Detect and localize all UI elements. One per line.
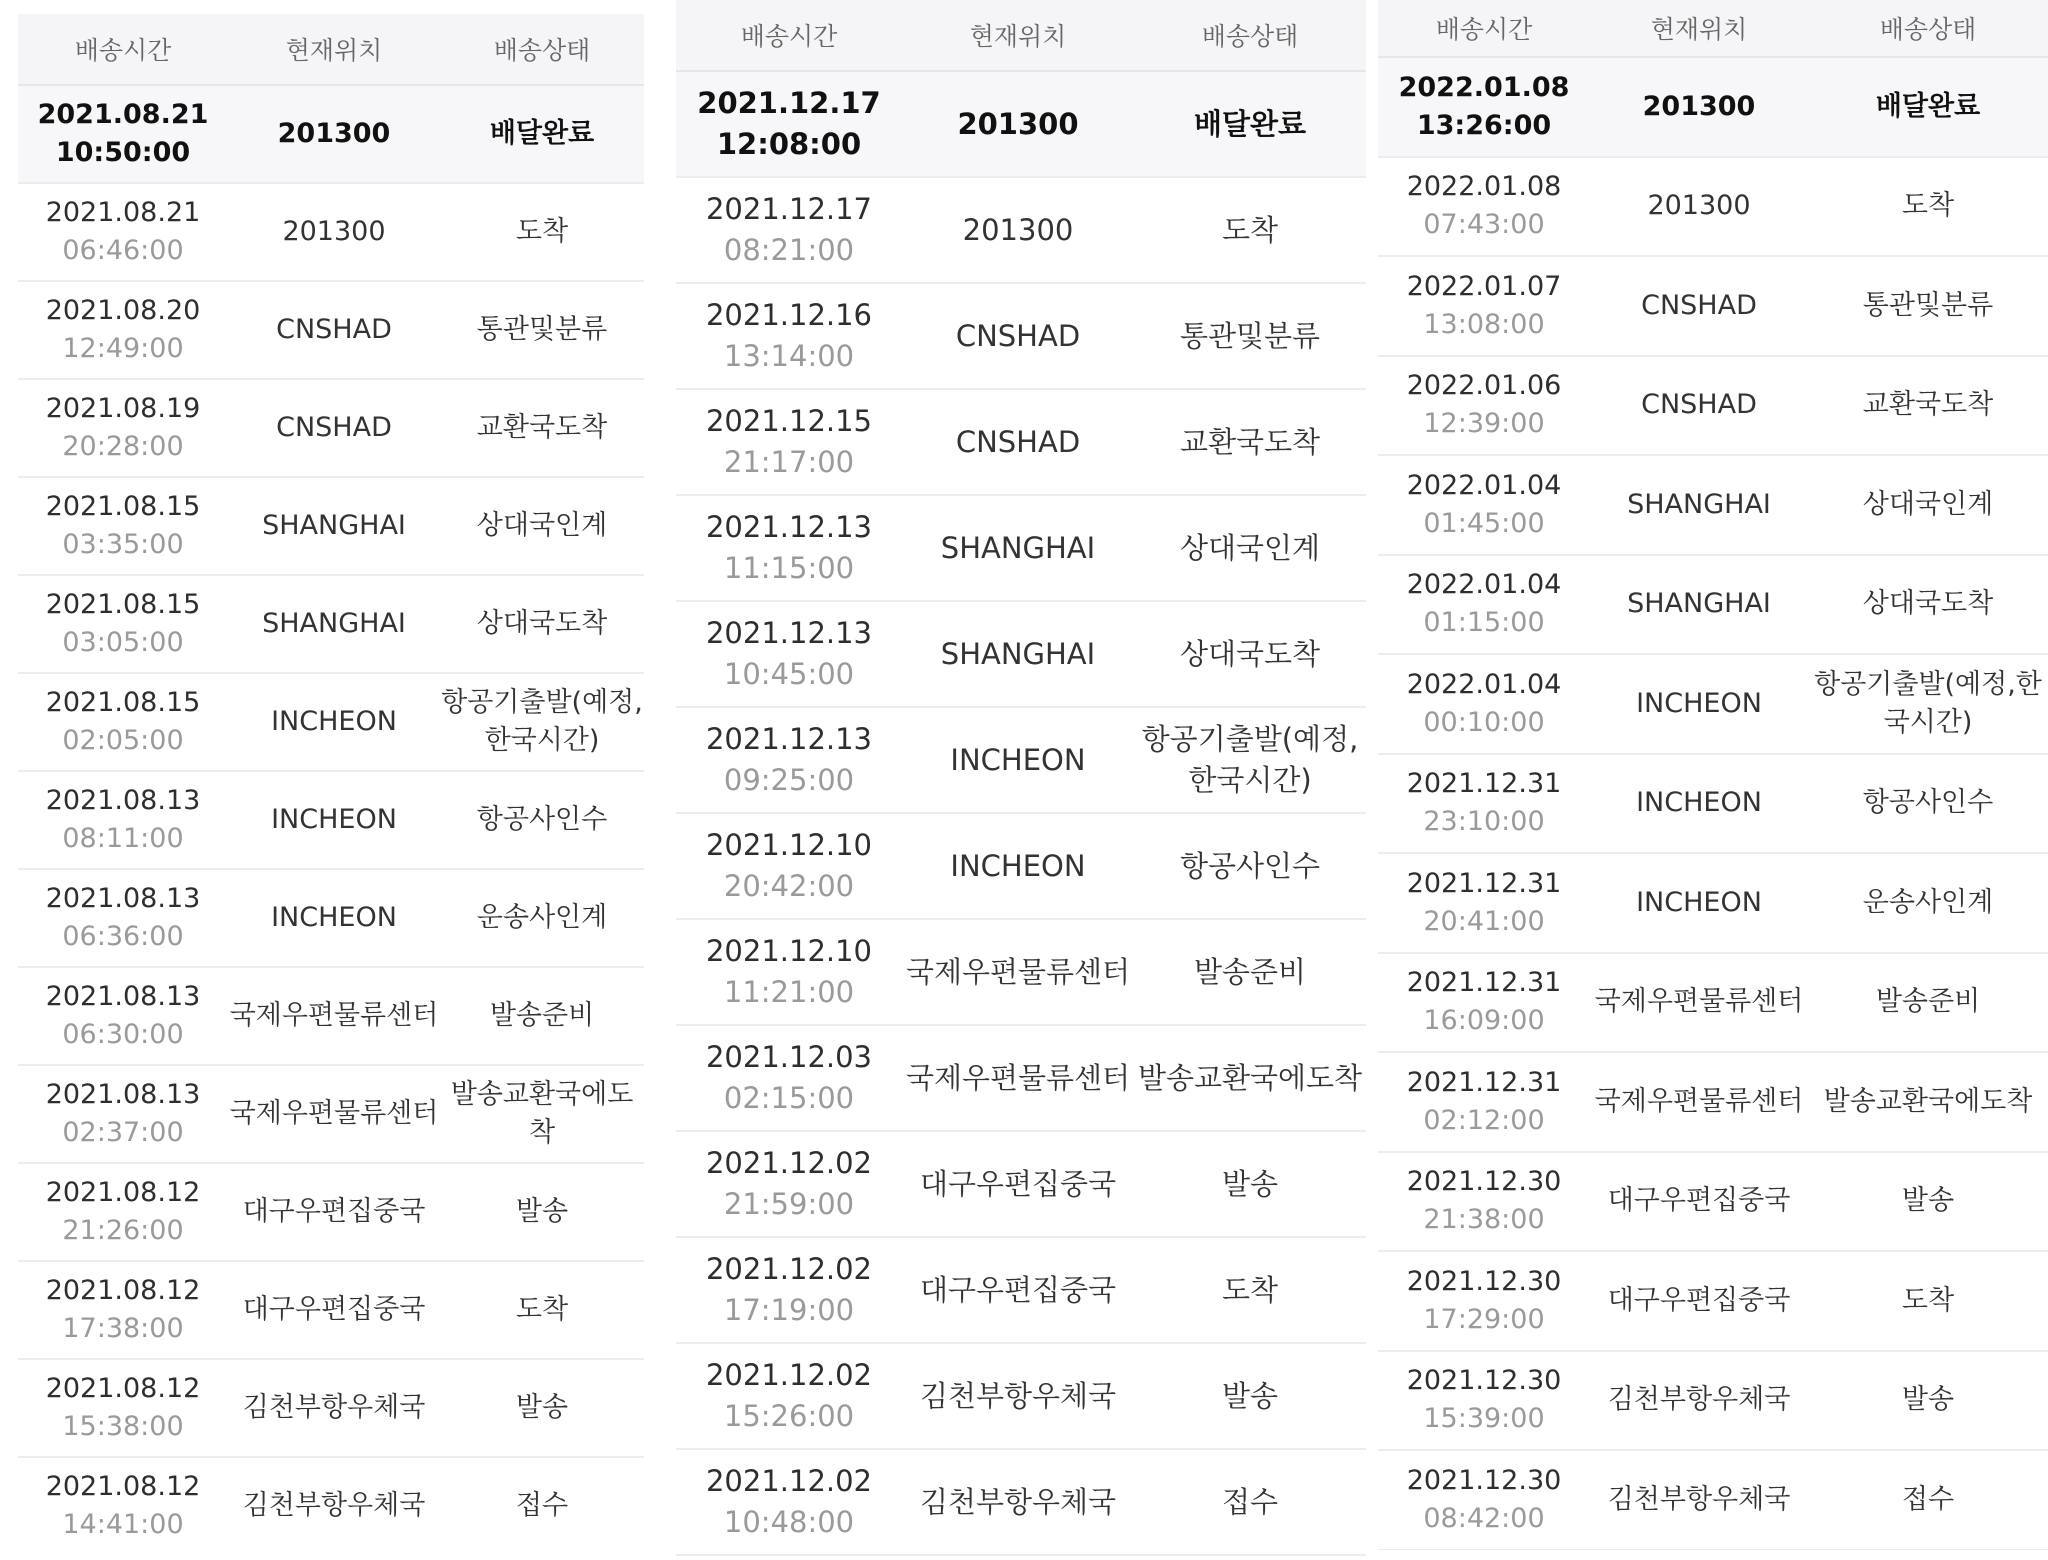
cell-location: CNSHAD [1641, 289, 1757, 321]
cell-location: SHANGHAI [1627, 588, 1771, 620]
cell-location: SHANGHAI [940, 636, 1096, 671]
cell-location: 김천부항우체국 [919, 1484, 1117, 1519]
delivery-date: 2021.12.13 [705, 510, 873, 545]
cell-status: 통관및분류 [1862, 289, 1994, 321]
table-row [1378, 1153, 2048, 1253]
cell-location: 김천부항우체국 [919, 1378, 1117, 1413]
cell-time [18, 772, 228, 868]
delivery-time: 12:39:00 [1423, 408, 1545, 440]
cell-status: 발송준비 [489, 1000, 595, 1032]
delivery-date: 2021.08.13 [45, 785, 201, 817]
cell-status: 교환국도착 [476, 412, 608, 444]
cell-time [676, 1238, 902, 1342]
cell-location: 201300 [962, 212, 1074, 247]
table-row [1378, 1053, 2048, 1153]
delivery-date: 2021.08.12 [45, 1177, 201, 1209]
cell-time [1378, 158, 1590, 256]
cell-time [18, 1262, 228, 1358]
delivery-time: 12:08:00 [716, 127, 862, 161]
table-row [1378, 1451, 2048, 1550]
cell-location: 201300 [277, 118, 391, 150]
table-row [1378, 158, 2048, 258]
table-row [1378, 655, 2048, 755]
cell-status: 발송 [1221, 1378, 1279, 1413]
delivery-time: 17:19:00 [723, 1293, 855, 1327]
delivery-time: 12:49:00 [62, 333, 184, 364]
cell-status: 발송교환국에도착 [1137, 1060, 1363, 1095]
cell-location: 국제우편물류센터 [229, 1098, 439, 1130]
cell-location: 201300 [1642, 90, 1756, 122]
delivery-time: 21:26:00 [62, 1215, 184, 1246]
table-row [18, 1458, 644, 1554]
header-time: 배송시간 [74, 36, 172, 65]
cell-time [676, 1450, 902, 1554]
delivery-date: 2021.12.10 [705, 828, 873, 863]
table-row [1378, 1252, 2048, 1352]
delivery-time: 03:35:00 [62, 529, 184, 560]
delivery-time: 08:21:00 [723, 233, 855, 267]
delivery-date: 2021.12.02 [705, 1252, 873, 1287]
cell-status: 접수 [1901, 1483, 1955, 1515]
table-header [676, 0, 1366, 72]
cell-status: 도착 [1901, 1284, 1955, 1316]
delivery-date: 2021.12.17 [697, 86, 881, 121]
table-row [676, 708, 1366, 814]
table-row [1378, 954, 2048, 1054]
table-row [18, 86, 644, 184]
delivery-time: 20:28:00 [62, 431, 184, 462]
delivery-date: 2021.12.02 [705, 1358, 873, 1393]
cell-status: 배달완료 [489, 118, 595, 150]
delivery-time: 08:11:00 [62, 823, 184, 854]
cell-status: 운송사인계 [476, 902, 608, 934]
cell-status: 상대국도착 [1862, 588, 1994, 620]
cell-status: 발송준비 [1875, 986, 1981, 1018]
delivery-date: 2021.08.12 [45, 1373, 201, 1405]
cell-location: 대구우편집중국 [919, 1272, 1117, 1307]
cell-status: 운송사인계 [1862, 886, 1994, 918]
cell-time [1378, 1451, 1590, 1549]
cell-time [1378, 1053, 1590, 1151]
tracking-table-2 [676, 0, 1366, 1556]
cell-time [18, 184, 228, 280]
cell-location: INCHEON [271, 902, 397, 934]
table-row [676, 72, 1366, 178]
delivery-date: 2021.08.21 [37, 99, 209, 131]
cell-status: 상대국도착 [476, 608, 608, 640]
cell-status: 접수 [1221, 1484, 1279, 1519]
delivery-time: 21:59:00 [723, 1187, 855, 1221]
table-row [18, 1262, 644, 1360]
cell-status: 배달완료 [1193, 106, 1307, 141]
cell-status: 발송 [515, 1392, 569, 1424]
table-row [1378, 556, 2048, 656]
cell-location: CNSHAD [1641, 389, 1757, 421]
delivery-date: 2021.12.03 [705, 1040, 873, 1075]
delivery-date: 2021.12.13 [705, 616, 873, 651]
header-status: 배송상태 [1201, 22, 1299, 51]
cell-status: 교환국도착 [1862, 389, 1994, 421]
delivery-time: 02:15:00 [723, 1081, 855, 1115]
cell-status: 도착 [515, 1294, 569, 1326]
cell-time [676, 496, 902, 600]
cell-time [18, 478, 228, 574]
delivery-date: 2021.12.30 [1406, 1464, 1562, 1496]
header-location: 현재위치 [969, 22, 1067, 51]
table-row [18, 478, 644, 576]
cell-location: 김천부항우체국 [242, 1490, 426, 1522]
delivery-date: 2021.12.02 [705, 1464, 873, 1499]
header-time: 배송시간 [1435, 15, 1533, 44]
delivery-time: 15:38:00 [62, 1411, 184, 1442]
cell-location: SHANGHAI [262, 510, 406, 542]
delivery-time: 15:26:00 [723, 1399, 855, 1433]
cell-status: 상대국인계 [1179, 530, 1321, 565]
cell-time [676, 1344, 902, 1448]
table-row [1378, 755, 2048, 855]
delivery-date: 2021.12.16 [705, 298, 873, 333]
delivery-time: 02:12:00 [1423, 1104, 1545, 1136]
cell-location: 국제우편물류센터 [905, 1060, 1131, 1095]
cell-location: SHANGHAI [1627, 488, 1771, 520]
delivery-time: 16:09:00 [1423, 1005, 1545, 1037]
table-row [18, 1164, 644, 1262]
delivery-time: 01:15:00 [1423, 607, 1545, 639]
delivery-date: 2021.12.30 [1406, 1265, 1562, 1297]
cell-time [676, 178, 902, 282]
delivery-time: 17:29:00 [1423, 1303, 1545, 1335]
table-row [676, 1132, 1366, 1238]
delivery-date: 2022.01.04 [1406, 469, 1562, 501]
cell-status: 배달완료 [1875, 90, 1981, 122]
delivery-time: 06:36:00 [62, 921, 184, 952]
table-row [18, 576, 644, 674]
table-row [18, 968, 644, 1066]
delivery-date: 2021.08.15 [45, 491, 201, 523]
delivery-time: 11:15:00 [723, 551, 855, 585]
cell-status: 상대국인계 [476, 510, 608, 542]
delivery-time: 13:08:00 [1423, 308, 1545, 340]
delivery-time: 03:05:00 [62, 627, 184, 658]
delivery-time: 20:41:00 [1423, 905, 1545, 937]
delivery-time: 11:21:00 [723, 975, 855, 1009]
delivery-date: 2021.12.31 [1406, 1066, 1562, 1098]
delivery-time: 14:41:00 [62, 1509, 184, 1540]
cell-status: 발송교환국에도착 [1823, 1085, 2033, 1117]
header-status: 배송상태 [1879, 15, 1977, 44]
cell-status: 상대국도착 [1179, 636, 1321, 671]
cell-location: 국제우편물류센터 [1594, 1085, 1804, 1117]
cell-location: SHANGHAI [262, 608, 406, 640]
delivery-time: 02:37:00 [62, 1117, 184, 1148]
table-row [676, 814, 1366, 920]
delivery-time: 08:42:00 [1423, 1502, 1545, 1534]
cell-location: 201300 [957, 106, 1079, 141]
cell-location: INCHEON [950, 848, 1086, 883]
table-row [676, 178, 1366, 284]
delivery-date: 2021.12.13 [705, 722, 873, 757]
cell-time [676, 72, 902, 176]
delivery-date: 2021.12.15 [705, 404, 873, 439]
cell-time [18, 1360, 228, 1456]
table-row [1378, 1352, 2048, 1452]
cell-time [676, 1026, 902, 1130]
table-row [676, 920, 1366, 1026]
cell-location: 대구우편집중국 [242, 1294, 426, 1326]
delivery-time: 10:50:00 [55, 137, 191, 168]
table-row [676, 1450, 1366, 1556]
cell-status: 교환국도착 [1179, 424, 1321, 459]
cell-status: 도착 [515, 216, 569, 248]
cell-status: 항공기출발(예정,한국시간) [441, 687, 643, 756]
cell-time [676, 602, 902, 706]
delivery-date: 2021.08.20 [45, 295, 201, 327]
table-row [18, 1066, 644, 1164]
table-row [18, 870, 644, 968]
delivery-time: 21:17:00 [723, 445, 855, 479]
cell-location: CNSHAD [955, 318, 1081, 353]
cell-status: 항공사인수 [476, 804, 608, 836]
delivery-date: 2022.01.08 [1406, 171, 1562, 203]
table-row [676, 390, 1366, 496]
table-row [18, 772, 644, 870]
delivery-time: 21:38:00 [1423, 1204, 1545, 1236]
table-row [18, 674, 644, 772]
header-location: 현재위치 [1650, 15, 1748, 44]
cell-status: 통관및분류 [476, 314, 608, 346]
delivery-date: 2022.01.06 [1406, 370, 1562, 402]
table-row [1378, 58, 2048, 158]
delivery-time: 01:45:00 [1423, 507, 1545, 539]
cell-status: 접수 [515, 1490, 569, 1522]
delivery-date: 2021.08.13 [45, 883, 201, 915]
cell-time [1378, 1153, 1590, 1251]
cell-time [18, 380, 228, 476]
cell-status: 발송 [1221, 1166, 1279, 1201]
table-row [1378, 456, 2048, 556]
cell-time [1378, 456, 1590, 554]
cell-location: 국제우편물류센터 [1594, 986, 1804, 1018]
cell-status: 상대국인계 [1862, 488, 1994, 520]
delivery-date: 2021.08.13 [45, 981, 201, 1013]
cell-time [1378, 954, 1590, 1052]
delivery-time: 10:48:00 [723, 1505, 855, 1539]
delivery-date: 2021.08.12 [45, 1471, 201, 1503]
delivery-date: 2021.12.02 [705, 1146, 873, 1181]
cell-time [18, 576, 228, 672]
delivery-time: 02:05:00 [62, 725, 184, 756]
table-row [676, 284, 1366, 390]
table-row [1378, 257, 2048, 357]
cell-status: 도착 [1901, 190, 1955, 222]
cell-location: SHANGHAI [940, 530, 1096, 565]
table-row [1378, 357, 2048, 457]
cell-location: CNSHAD [276, 412, 392, 444]
tracking-table-1 [18, 14, 644, 1554]
cell-status: 항공사인수 [1179, 848, 1321, 883]
cell-location: INCHEON [1636, 886, 1762, 918]
tracking-table-3 [1378, 0, 2048, 1550]
cell-time [18, 86, 228, 182]
delivery-date: 2021.12.31 [1406, 867, 1562, 899]
cell-status: 발송교환국에도착 [450, 1079, 634, 1148]
table-header [18, 14, 644, 86]
table-row [676, 602, 1366, 708]
delivery-date: 2021.12.30 [1406, 1365, 1562, 1397]
cell-time [676, 284, 902, 388]
delivery-time: 15:39:00 [1423, 1403, 1545, 1435]
delivery-date: 2022.01.08 [1398, 71, 1570, 103]
cell-time [18, 1458, 228, 1554]
cell-location: 201300 [1647, 190, 1751, 222]
cell-time [1378, 1252, 1590, 1350]
delivery-date: 2021.08.12 [45, 1275, 201, 1307]
cell-location: INCHEON [1636, 787, 1762, 819]
delivery-date: 2021.12.30 [1406, 1166, 1562, 1198]
delivery-time: 06:30:00 [62, 1019, 184, 1050]
cell-status: 항공기출발(예정,한국시간) [1814, 668, 2042, 738]
cell-time [18, 674, 228, 770]
cell-location: 김천부항우체국 [242, 1392, 426, 1424]
table-row [676, 1344, 1366, 1450]
cell-location: INCHEON [271, 706, 397, 738]
table-row [676, 1238, 1366, 1344]
table-row [1378, 854, 2048, 954]
delivery-date: 2021.08.21 [45, 197, 201, 229]
cell-location: 대구우편집중국 [242, 1196, 426, 1228]
cell-status: 발송준비 [1193, 954, 1307, 989]
cell-status: 발송 [1901, 1384, 1955, 1416]
header-status: 배송상태 [493, 36, 591, 65]
cell-location: CNSHAD [276, 314, 392, 346]
delivery-time: 23:10:00 [1423, 806, 1545, 838]
delivery-date: 2021.12.31 [1406, 768, 1562, 800]
delivery-date: 2021.12.10 [705, 934, 873, 969]
cell-time [18, 968, 228, 1064]
delivery-date: 2021.08.15 [45, 687, 201, 719]
delivery-time: 13:26:00 [1416, 109, 1552, 141]
table-row [676, 496, 1366, 602]
cell-location: 김천부항우체국 [1607, 1483, 1791, 1515]
cell-time [676, 708, 902, 812]
delivery-time: 10:45:00 [723, 657, 855, 691]
delivery-date: 2021.08.13 [45, 1079, 201, 1111]
cell-time [1378, 655, 1590, 753]
cell-location: 대구우편집중국 [1607, 1284, 1791, 1316]
table-row [18, 184, 644, 282]
cell-status: 발송 [515, 1196, 569, 1228]
table-row [18, 282, 644, 380]
cell-location: 김천부항우체국 [1607, 1384, 1791, 1416]
cell-location: INCHEON [1636, 687, 1762, 719]
cell-location: 국제우편물류센터 [229, 1000, 439, 1032]
cell-time [18, 282, 228, 378]
cell-location: INCHEON [950, 742, 1086, 777]
delivery-date: 2022.01.04 [1406, 569, 1562, 601]
delivery-time: 20:42:00 [723, 869, 855, 903]
delivery-date: 2021.08.19 [45, 393, 201, 425]
delivery-date: 2022.01.04 [1406, 668, 1562, 700]
delivery-date: 2021.12.17 [705, 192, 873, 227]
cell-time [676, 920, 902, 1024]
cell-location: CNSHAD [955, 424, 1081, 459]
delivery-time: 06:46:00 [62, 235, 184, 266]
cell-status: 도착 [1221, 212, 1279, 247]
table-header [1378, 0, 2048, 58]
cell-time [1378, 556, 1590, 654]
delivery-time: 17:38:00 [62, 1313, 184, 1344]
delivery-time: 07:43:00 [1423, 209, 1545, 241]
cell-location: 201300 [282, 216, 386, 248]
cell-time [18, 1164, 228, 1260]
delivery-date: 2021.08.15 [45, 589, 201, 621]
delivery-time: 13:14:00 [723, 339, 855, 373]
delivery-date: 2022.01.07 [1406, 270, 1562, 302]
table-row [676, 1026, 1366, 1132]
delivery-date: 2021.12.31 [1406, 967, 1562, 999]
cell-location: 대구우편집중국 [919, 1166, 1117, 1201]
cell-time [18, 870, 228, 966]
cell-time [18, 1066, 228, 1162]
cell-location: 국제우편물류센터 [905, 954, 1131, 989]
delivery-time: 09:25:00 [723, 763, 855, 797]
cell-status: 항공기출발(예정,한국시간) [1141, 722, 1359, 797]
table-row [18, 380, 644, 478]
cell-time [1378, 854, 1590, 952]
header-location: 현재위치 [285, 36, 383, 65]
table-row [18, 1360, 644, 1458]
cell-time [1378, 58, 1590, 156]
cell-status: 항공사인수 [1862, 787, 1994, 819]
cell-status: 통관및분류 [1179, 318, 1321, 353]
cell-location: INCHEON [271, 804, 397, 836]
cell-time [1378, 357, 1590, 455]
delivery-time: 00:10:00 [1423, 706, 1545, 738]
cell-time [676, 390, 902, 494]
cell-time [1378, 755, 1590, 853]
cell-time [1378, 257, 1590, 355]
cell-location: 대구우편집중국 [1607, 1185, 1791, 1217]
cell-time [676, 814, 902, 918]
cell-status: 도착 [1221, 1272, 1279, 1307]
cell-time [1378, 1352, 1590, 1450]
cell-status: 발송 [1901, 1185, 1955, 1217]
cell-time [676, 1132, 902, 1236]
header-time: 배송시간 [740, 22, 838, 51]
